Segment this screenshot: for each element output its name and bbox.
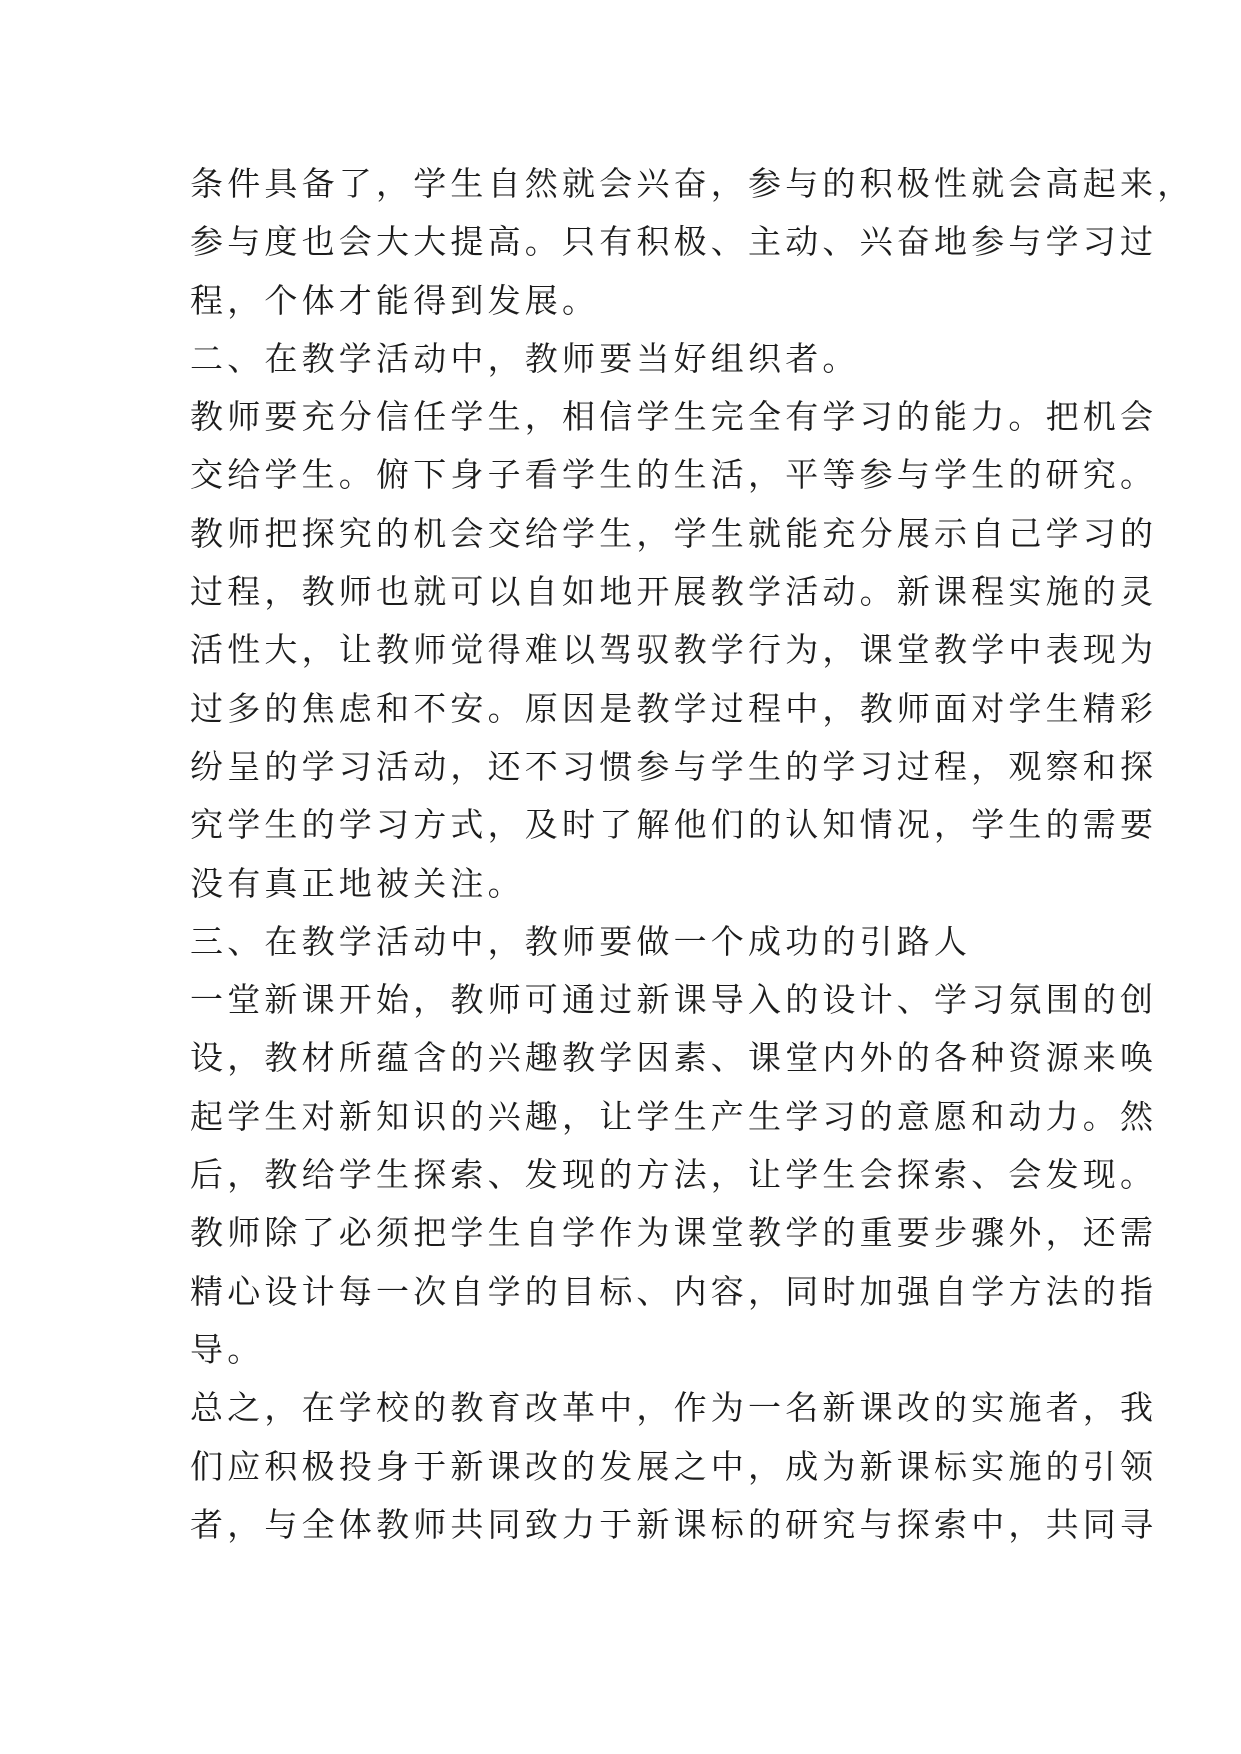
text-line: 教师要充分信任学生，相信学生完全有学习的能力。把机会 bbox=[190, 397, 1158, 437]
text-line: 导。 bbox=[190, 1329, 265, 1369]
text-line: 精心设计每一次自学的目标、内容，同时加强自学方法的指 bbox=[190, 1271, 1158, 1311]
text-line: 参与度也会大大提高。只有积极、主动、兴奋地参与学习过 bbox=[190, 222, 1158, 262]
text-line: 设，教材所蕴含的兴趣教学因素、课堂内外的各种资源来唤 bbox=[190, 1038, 1158, 1078]
text-line: 究学生的学习方式，及时了解他们的认知情况，学生的需要 bbox=[190, 805, 1158, 845]
heading-line: 二、在教学活动中，教师要当好组织者。 bbox=[190, 338, 860, 378]
text-line: 条件具备了，学生自然就会兴奋，参与的积极性就会高起来， bbox=[190, 164, 1195, 203]
text-line: 教师除了必须把学生自学作为课堂教学的重要步骤外，还需 bbox=[190, 1213, 1158, 1253]
text-line: 交给学生。俯下身子看学生的生活，平等参与学生的研究。 bbox=[190, 455, 1158, 495]
text-line: 总之，在学校的教育改革中，作为一名新课改的实施者，我 bbox=[190, 1388, 1158, 1428]
document-body bbox=[190, 155, 1195, 1554]
paragraph-3 bbox=[190, 971, 1158, 1379]
text-line: 程，个体才能得到发展。 bbox=[190, 280, 600, 320]
text-line: 过程，教师也就可以自如地开展教学活动。新课程实施的灵 bbox=[190, 572, 1158, 612]
paragraph-1 bbox=[190, 155, 1195, 330]
text-line: 后，教给学生探索、发现的方法，让学生会探索、会发现。 bbox=[190, 1155, 1158, 1195]
text-line: 者，与全体教师共同致力于新课标的研究与探索中，共同寻 bbox=[190, 1504, 1158, 1544]
text-line: 们应积极投身于新课改的发展之中，成为新课标实施的引领 bbox=[190, 1446, 1158, 1486]
text-line: 活性大，让教师觉得难以驾驭教学行为，课堂教学中表现为 bbox=[190, 630, 1158, 670]
text-line: 没有真正地被关注。 bbox=[190, 863, 525, 903]
text-line: 教师把探究的机会交给学生，学生就能充分展示自己学习的 bbox=[190, 513, 1158, 553]
text-line: 纷呈的学习活动，还不习惯参与学生的学习过程，观察和探 bbox=[190, 746, 1158, 786]
text-line: 一堂新课开始，教师可通过新课导入的设计、学习氛围的创 bbox=[190, 980, 1158, 1020]
section-heading-2 bbox=[190, 330, 1070, 388]
paragraph-conclusion bbox=[190, 1379, 1158, 1554]
text-line: 过多的焦虑和不安。原因是教学过程中，教师面对学生精彩 bbox=[190, 688, 1158, 728]
paragraph-2 bbox=[190, 388, 1158, 913]
section-heading-3 bbox=[190, 913, 1070, 971]
heading-line: 三、在教学活动中，教师要做一个成功的引路人 bbox=[190, 921, 972, 961]
text-line: 起学生对新知识的兴趣，让学生产生学习的意愿和动力。然 bbox=[190, 1096, 1158, 1136]
